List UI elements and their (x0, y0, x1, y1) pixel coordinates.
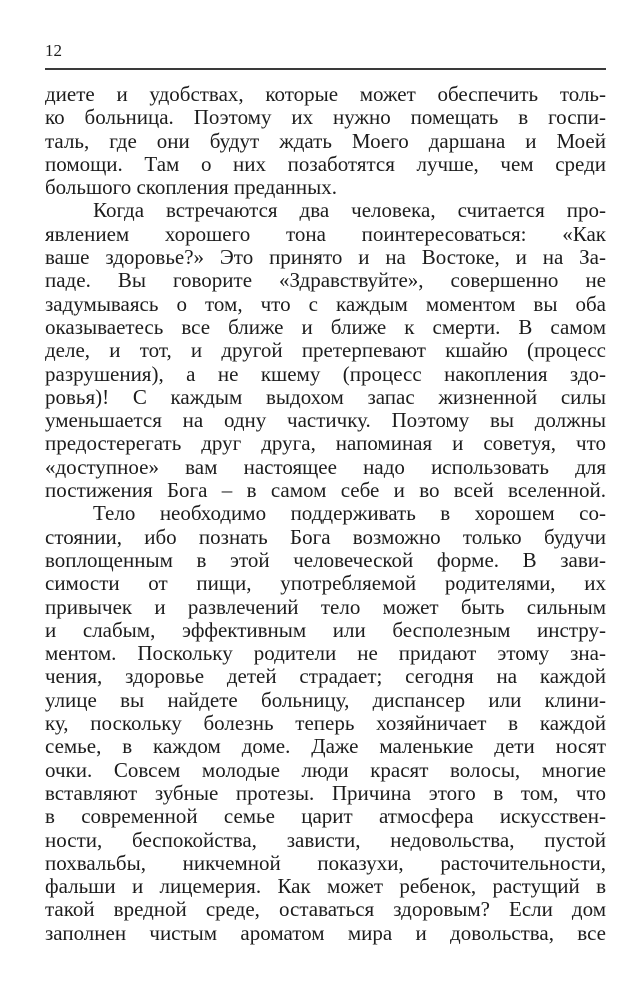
text-line: и слабым, эффективным или бесполезным инстру- (45, 618, 606, 642)
text-line: ку, поскольку болезнь теперь хозяйничает в каждой (45, 712, 606, 736)
text-line: чения, здоровье детей страдает; сегодня на каждой (45, 665, 606, 689)
header-rule (45, 68, 606, 70)
text-line: симости от пищи, употребляемой родителями, их (45, 572, 606, 596)
text-line: фальши и лицемерия. Как может ребенок, растущий в (45, 875, 606, 899)
text-line: ко больница. Поэтому их нужно помещать в госпи- (45, 106, 606, 130)
text-line: деле, и тот, и другой претерпевают кшайю (процесс (45, 339, 606, 363)
text-line: оказываетесь все ближе и ближе к смерти. В самом (45, 315, 606, 339)
text-line: большого скопления преданных. (45, 176, 337, 200)
text-line: уменьшается на одну частичку. Поэтому вы должны (45, 409, 606, 433)
text-line: таль, где они будут ждать Моего даршана и Моей (45, 129, 606, 153)
paragraph (45, 199, 606, 502)
text-line: в современной семье царит атмосфера искусствен- (45, 805, 606, 829)
text-line: такой вредной среде, оставаться здоровым? Если дом (45, 898, 606, 922)
text-line: задумываясь о том, что с каждым моментом вы оба (45, 292, 606, 316)
text-line: привычек и развлечений тело может быть сильным (45, 595, 606, 619)
paragraph (45, 83, 606, 199)
text-line: улице вы найдете больницу, диспансер или клини- (45, 688, 606, 712)
text-line: семье, в каждом доме. Даже маленькие дети носят (45, 735, 606, 759)
text-line: очки. Совсем молодые люди красят волосы, многие (45, 758, 606, 782)
text-line: ровья)! С каждым выдохом запас жизненной силы (45, 385, 606, 409)
text-line: паде. Вы говорите «Здравствуйте», совершенно не (45, 269, 606, 293)
text-line: Когда встречаются два человека, считается про- (93, 199, 606, 223)
text-line: явлением хорошего тона поинтересоваться: «Как (45, 222, 606, 246)
text-line: ментом. Поскольку родители не придают этому зна- (45, 642, 606, 666)
text-line: постижения Бога – в самом себе и во всей вселенной. (45, 479, 606, 503)
text-line: воплощенным в этой человеческой форме. В зави- (45, 548, 606, 572)
page-number: 12 (45, 41, 62, 60)
text-line: ваше здоровье?» Это принято и на Востоке, и на За- (45, 246, 606, 270)
text-line: похвальбы, никчемной показухи, расточительности, (45, 851, 606, 875)
paragraph (45, 502, 606, 945)
text-line: разрушения), а не кшему (процесс накопления здо- (45, 362, 606, 386)
text-line: вставляют зубные протезы. Причина этого в том, что (45, 781, 606, 805)
text-line: диете и удобствах, которые может обеспечить толь- (45, 83, 606, 106)
text-line: стоянии, ибо познать Бога возможно только будучи (45, 525, 606, 549)
text-line: ности, беспокойства, зависти, недовольства, пустой (45, 828, 606, 852)
text-line: помощи. Там о них позаботятся лучше, чем среди (45, 152, 606, 176)
text-line: заполнен чистым ароматом мира и довольства, все (45, 921, 606, 945)
text-line: «доступное» вам настоящее надо использовать для (45, 455, 606, 479)
body-text (45, 83, 606, 945)
text-line: предостерегать друг друга, напоминая и советуя, что (45, 432, 606, 456)
text-line: Тело необходимо поддерживать в хорошем со- (93, 502, 606, 526)
